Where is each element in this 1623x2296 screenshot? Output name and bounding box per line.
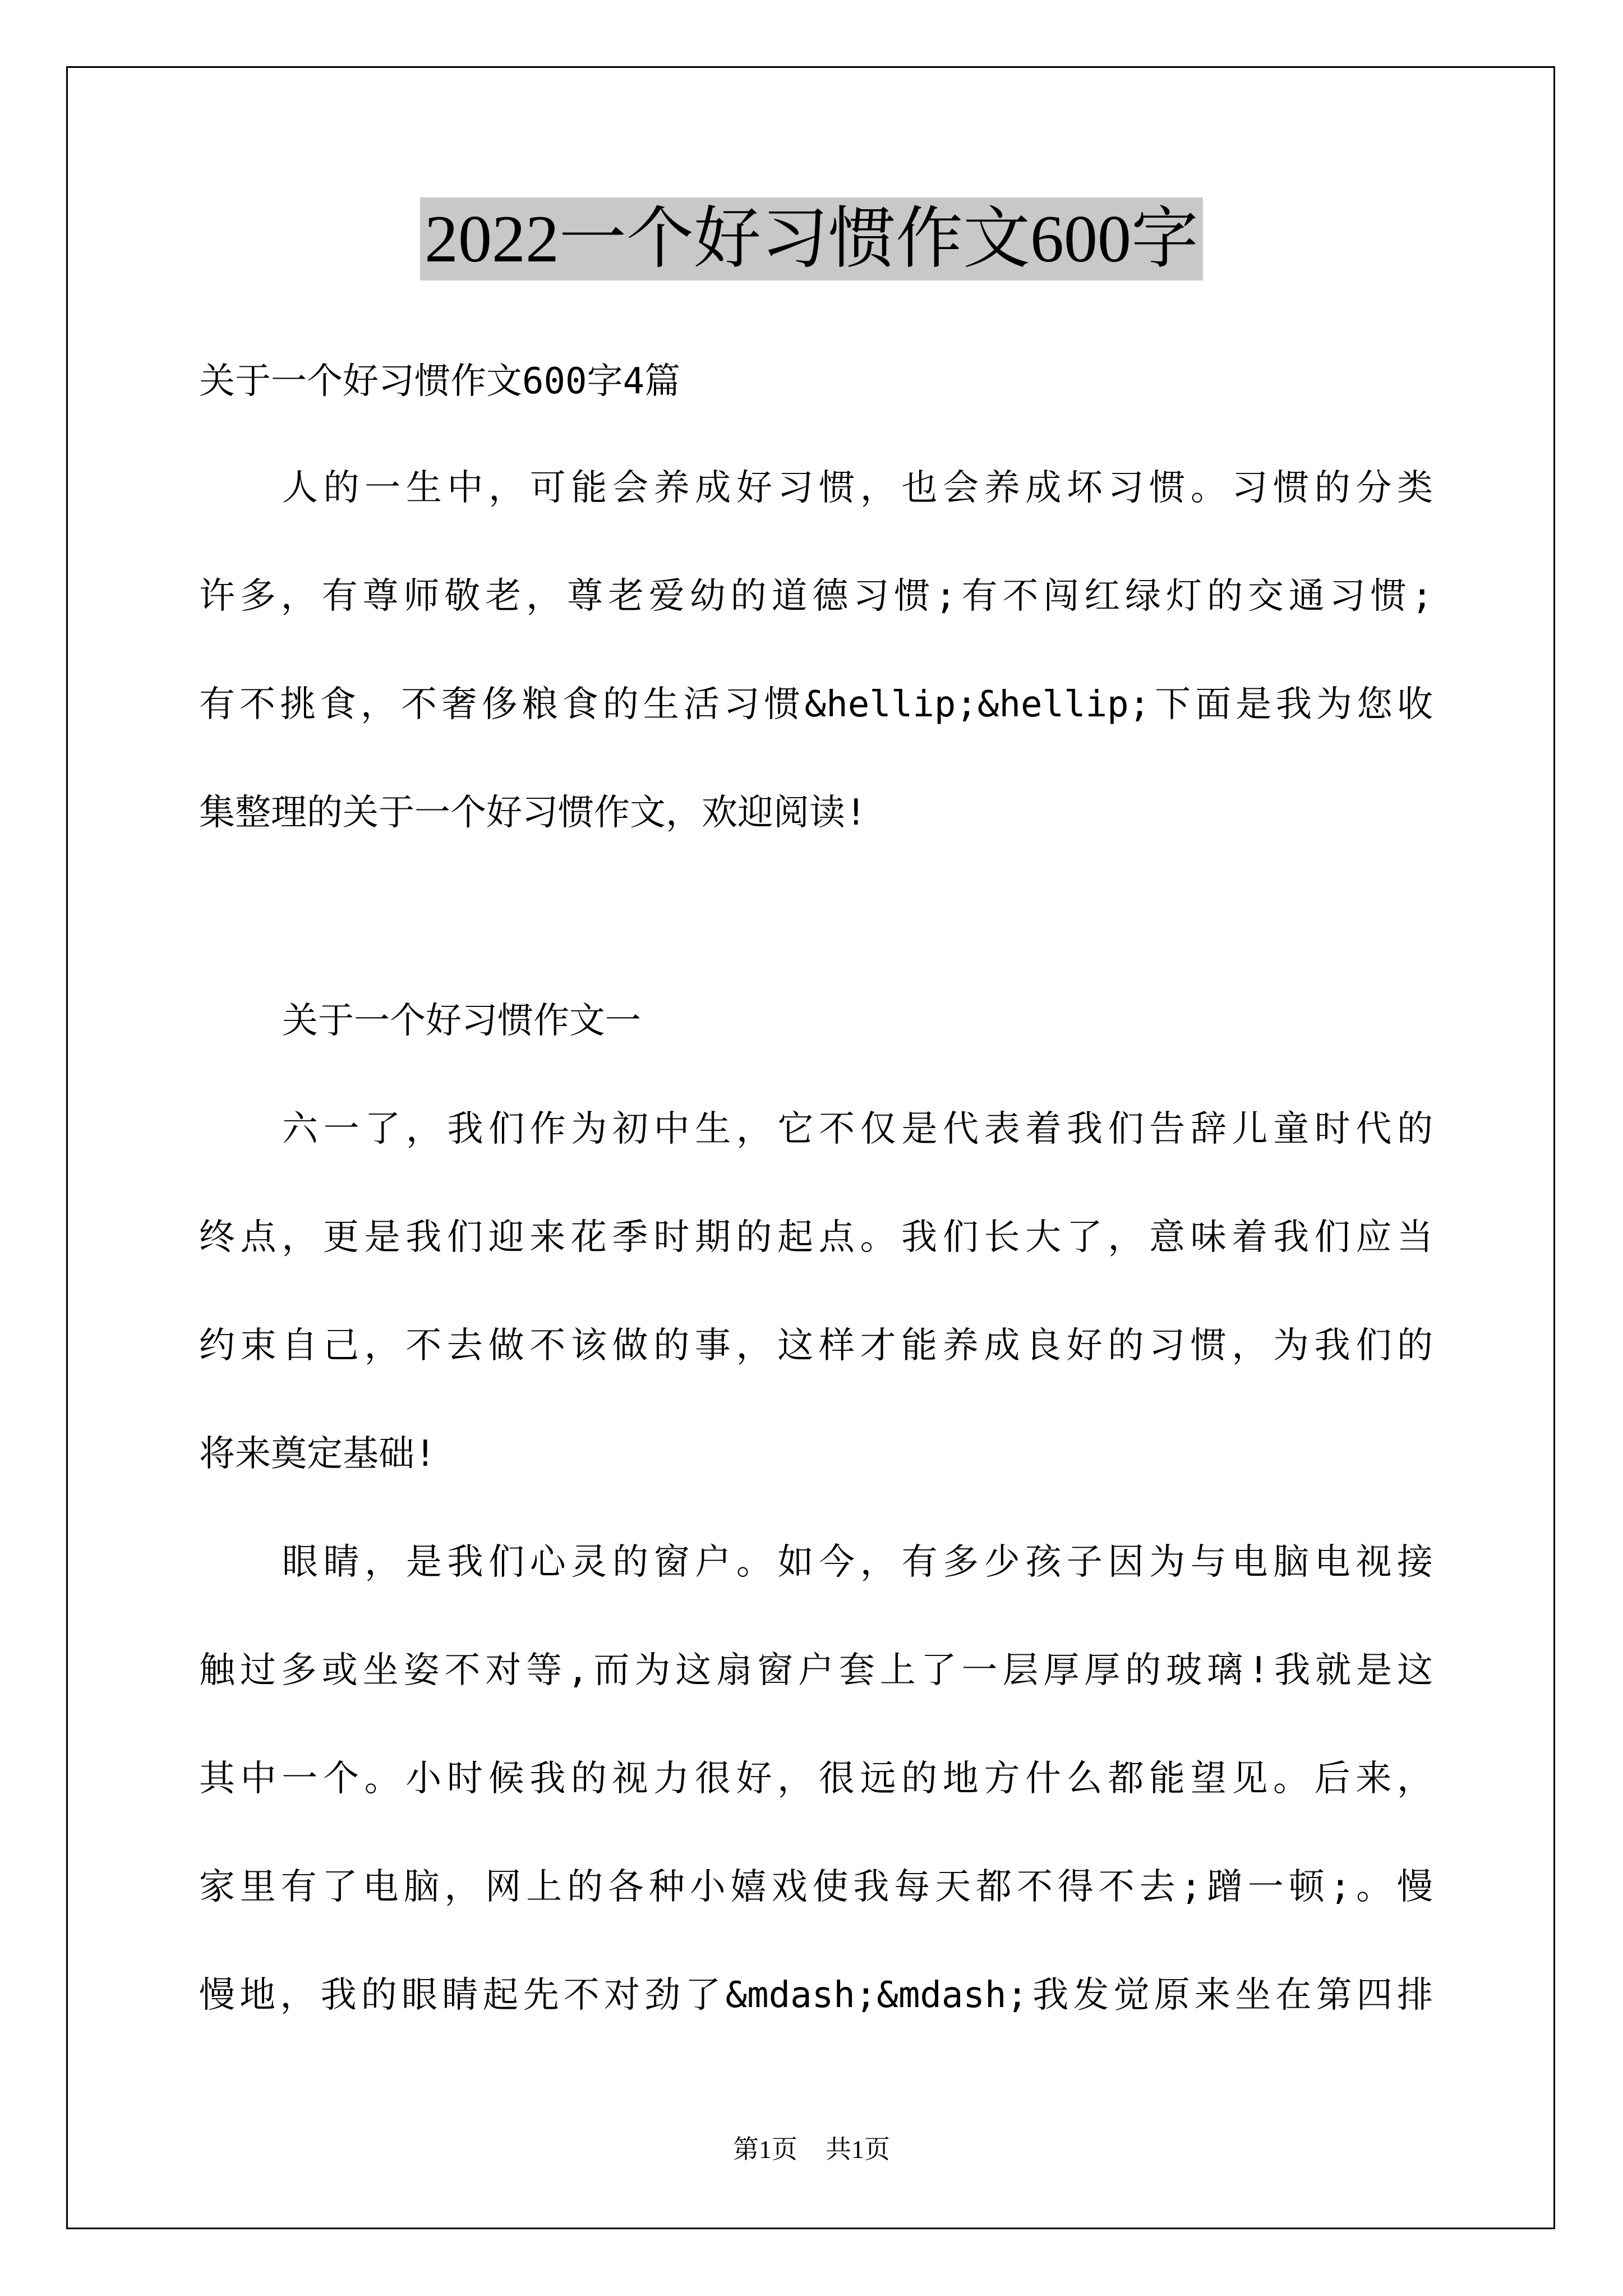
page-number: 第1页 xyxy=(733,2135,797,2164)
title-container xyxy=(0,197,1623,280)
document-subtitle: 关于一个好习惯作文600字4篇 xyxy=(199,361,681,402)
section-heading: 关于一个好习惯作文一 xyxy=(282,1000,641,1042)
para1-line-4: 将来奠定基础! xyxy=(199,1433,436,1475)
document-title: 2022一个好习惯作文600字 xyxy=(420,197,1203,280)
para2-line-3: 其中一个。小时候我的视力很好，很远的地方什么都能望见。后来， xyxy=(199,1758,1433,1800)
para1-line-3: 约束自己，不去做不该做的事，这样才能养成良好的习惯，为我们的 xyxy=(199,1325,1433,1366)
para2-line-4: 家里有了电脑，网上的各种小嬉戏使我每天都不得不去;蹭一顿;。慢 xyxy=(199,1866,1433,1908)
page-footer xyxy=(0,2129,1623,2166)
para2-line-1: 眼睛，是我们心灵的窗户。如今，有多少孩子因为与电脑电视接 xyxy=(282,1542,1433,1583)
intro-line-1: 人的一生中，可能会养成好习惯，也会养成坏习惯。习惯的分类 xyxy=(282,467,1433,509)
intro-line-3: 有不挑食，不奢侈粮食的生活习惯&hellip;&hellip;下面是我为您收 xyxy=(199,684,1433,725)
intro-line-2: 许多，有尊师敬老，尊老爱幼的道德习惯;有不闯红绿灯的交通习惯; xyxy=(199,576,1433,617)
para2-line-2: 触过多或坐姿不对等,而为这扇窗户套上了一层厚厚的玻璃!我就是这 xyxy=(199,1650,1433,1691)
para1-line-1: 六一了，我们作为初中生，它不仅是代表着我们告辞儿童时代的 xyxy=(282,1108,1433,1150)
intro-line-4: 集整理的关于一个好习惯作文，欢迎阅读! xyxy=(199,792,867,834)
para1-line-2: 终点，更是我们迎来花季时期的起点。我们长大了，意味着我们应当 xyxy=(199,1217,1433,1258)
page-total: 共1页 xyxy=(826,2135,890,2164)
para2-line-5: 慢地，我的眼睛起先不对劲了&mdash;&mdash;我发觉原来坐在第四排 xyxy=(199,1975,1433,2016)
